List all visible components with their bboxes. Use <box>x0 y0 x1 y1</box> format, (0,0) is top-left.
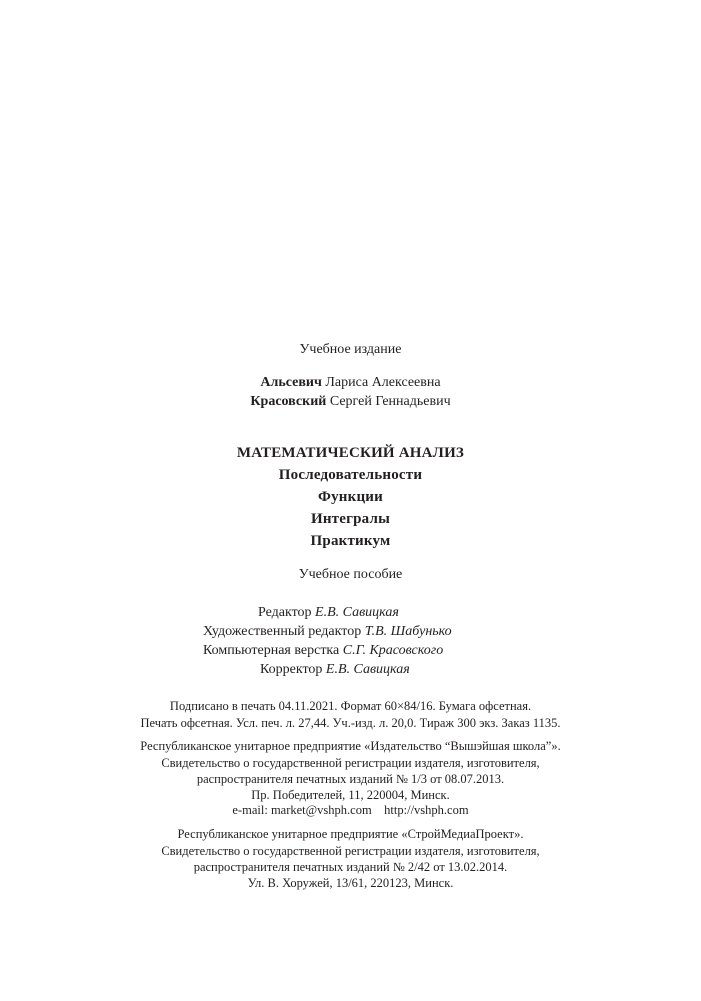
book-title: МАТЕМАТИЧЕСКИЙ АНАЛИЗ <box>236 445 465 461</box>
publisher-line-1: Республиканское унитарное предприятие «Издательство “Вышэйшая школа”». <box>140 739 561 753</box>
publisher-line-4: Пр. Победителей, 11, 220004, Минск. <box>251 788 450 802</box>
credit-art-editor <box>203 623 452 641</box>
credit-proofreader-role: Корректор <box>260 662 323 677</box>
publisher-line-2: Свидетельство о государственной регистрации издателя, изготовителя, <box>161 756 540 770</box>
author-1-surname: Альсевич <box>260 375 322 390</box>
credit-editor-person: Е.В. Савицкая <box>315 605 399 620</box>
author-2-surname: Красовский <box>250 394 327 409</box>
printer-line-4: Ул. В. Хоружей, 13/61, 220123, Минск. <box>247 876 454 890</box>
print-info-line-2: Печать офсетная. Усл. печ. л. 27,44. Уч.-изд. л. 20,0. Тираж 300 экз. Заказ 1135. <box>140 716 561 730</box>
credit-art-editor-role: Художественный редактор <box>203 624 362 639</box>
author-1 <box>0 374 701 392</box>
edition-type: Учебное издание <box>299 342 402 357</box>
subtitle-integrals: Интегралы <box>310 511 391 527</box>
printer-line-2: Свидетельство о государственной регистрации издателя, изготовителя, <box>161 844 540 858</box>
credit-proofreader <box>260 661 410 679</box>
credit-art-editor-person: Т.В. Шабунько <box>364 624 452 639</box>
credit-layout-role: Компьютерная верстка <box>203 643 340 658</box>
author-2 <box>0 393 701 411</box>
credit-proofreader-person: Е.В. Савицкая <box>325 662 410 677</box>
publication-kind: Учебное пособие <box>298 567 403 582</box>
publisher-line-3: распространителя печатных изданий № 1/3 от 08.07.2013. <box>196 772 505 786</box>
author-2-name: Сергей Геннадьевич <box>329 394 451 409</box>
author-1-name: Лариса Алексеевна <box>325 375 441 390</box>
subtitle-sequences: Последовательности <box>278 467 423 483</box>
credit-layout <box>203 642 443 660</box>
subtitle-practicum: Практикум <box>310 533 391 549</box>
credit-editor <box>258 604 399 622</box>
printer-line-3: распространителя печатных изданий № 2/42 от 13.02.2014. <box>193 860 508 874</box>
subtitle-functions: Функции <box>318 489 383 505</box>
credit-editor-role: Редактор <box>258 605 312 620</box>
publisher-contacts: e-mail: market@vshph.com http://vshph.com <box>232 803 469 817</box>
print-info-line-1: Подписано в печать 04.11.2021. Формат 60×84/16. Бумага офсетная. <box>169 699 532 713</box>
credit-layout-person: С.Г. Красовского <box>342 643 444 658</box>
printer-line-1: Республиканское унитарное предприятие «СтройМедиаПроект». <box>177 827 524 841</box>
